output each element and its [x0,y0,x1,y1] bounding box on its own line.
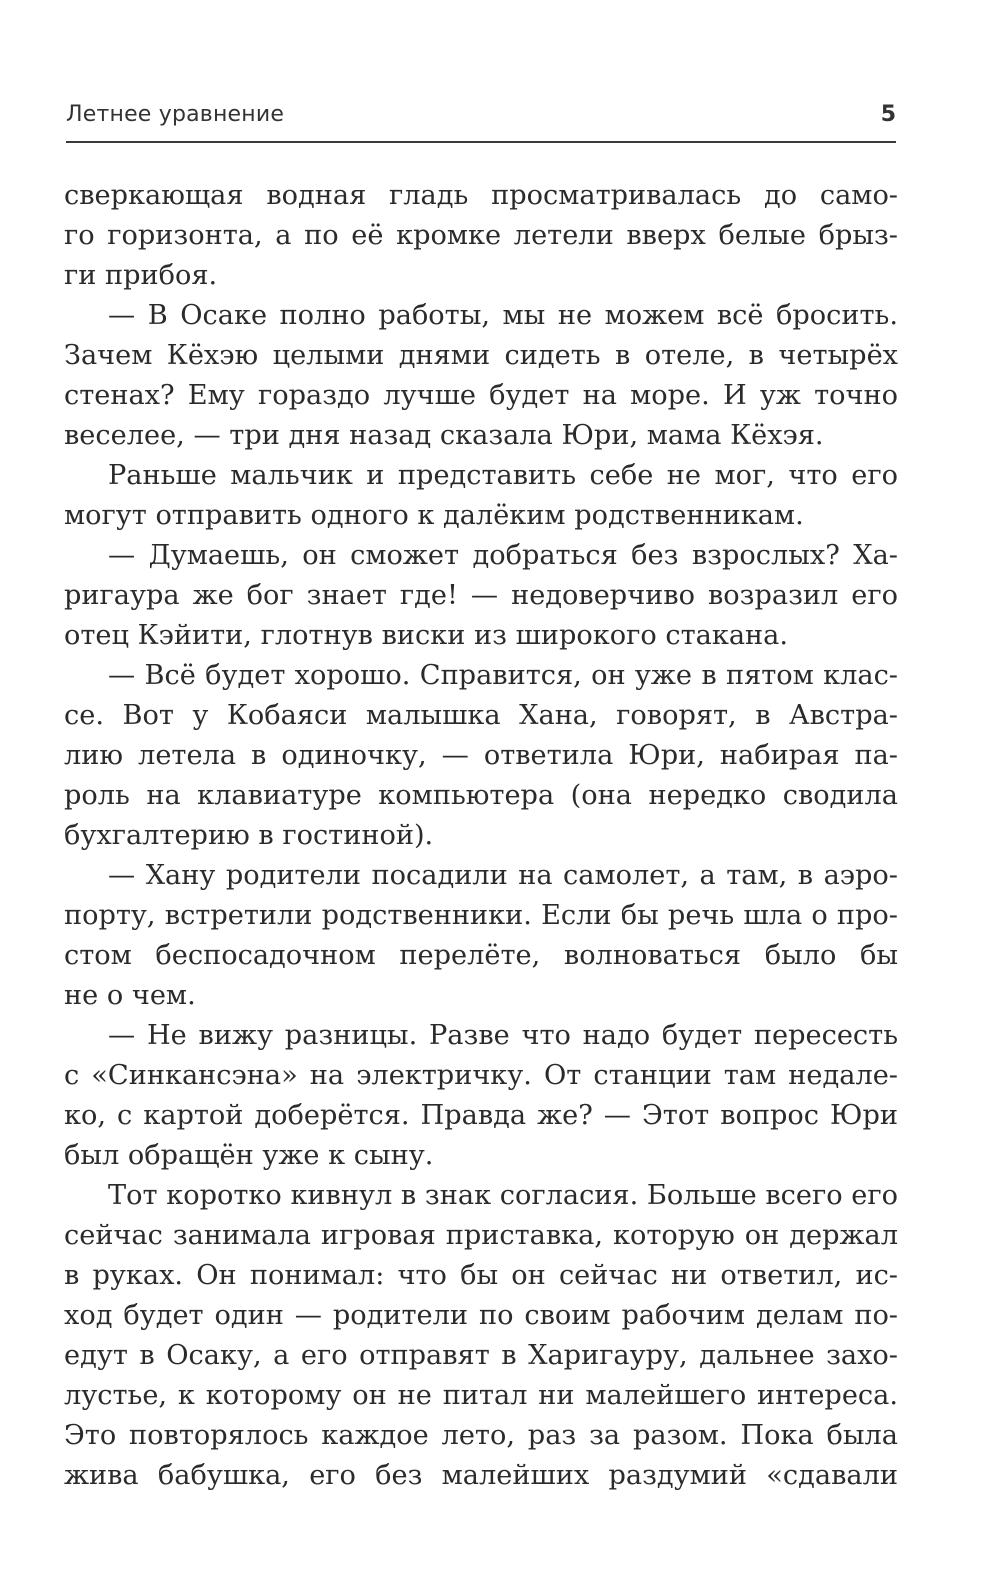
text-line: Раньше мальчик и представить себе не мог, что его [108,460,898,491]
text-line: стенах? Ему гораздо лучше будет на море. И уж точно [64,380,898,411]
text-line: ход будет один — родители по своим рабочим делам по- [64,1300,898,1331]
text-line: отец Кэйити, глотнув виски из широкого стакана. [64,620,788,651]
text-line: — Думаешь, он сможет добраться без взрослых? Ха- [108,540,898,571]
text-line: ги прибоя. [64,260,218,291]
text-line: с «Синкансэна» на электричку. От станции там недале- [64,1060,898,1091]
text-line: — В Осаке полно работы, мы не можем всё бросить. [108,300,898,331]
text-line: порту, встретили родственники. Если бы речь шла о про- [64,900,898,931]
running-header [66,100,896,134]
running-title: Летнее уравнение [66,102,285,127]
body-text [64,176,898,1496]
text-line: бухгалтерию в гостиной). [64,820,434,851]
text-line: го горизонта, а по её кромке летели вверх белые брыз- [64,220,898,251]
text-line: — Всё будет хорошо. Справится, он уже в пятом клас- [108,660,898,691]
text-line: Это повторялось каждое лето, раз за разом. Пока была [64,1420,898,1451]
text-line: жива бабушка, его без малейших раздумий «сдавали [64,1460,898,1491]
text-line: в руках. Он понимал: что бы он сейчас ни ответил, ис- [64,1260,898,1291]
text-line: Тот коротко кивнул в знак согласия. Больше всего его [108,1180,898,1211]
text-line: — Не вижу разницы. Разве что надо будет пересесть [108,1020,898,1051]
page-number: 5 [880,102,896,127]
text-line: стом беспосадочном перелёте, волноваться было бы [64,940,898,971]
text-line: сейчас занимала игровая приставка, которую он держал [64,1220,898,1251]
text-line: был обращён уже к сыну. [64,1140,434,1171]
text-line: не о чем. [64,980,196,1011]
text-line: едут в Осаку, а его отправят в Харигауру, дальнее захо- [64,1340,898,1371]
text-line: лию летела в одиночку, — ответила Юри, набирая па- [64,740,898,771]
text-line: могут отправить одного к далёким родственникам. [64,500,804,531]
text-line: сверкающая водная гладь просматривалась до само- [64,180,898,211]
text-line: се. Вот у Кобаяси малышка Хана, говорят, в Австра- [64,700,898,731]
text-line: ко, с картой доберётся. Правда же? — Этот вопрос Юри [64,1100,898,1131]
text-line: лустье, к которому он не питал ни малейшего интереса. [64,1380,898,1411]
header-rule [66,141,896,143]
text-line: — Хану родители посадили на самолет, а там, в аэро- [108,860,898,891]
text-line: роль на клавиатуре компьютера (она нередко сводила [64,780,898,811]
text-line: веселее, — три дня назад сказала Юри, мама Кёхэя. [64,420,824,451]
text-line: Зачем Кёхэю целыми днями сидеть в отеле, в четырёх [64,340,898,371]
text-line: ригаура же бог знает где! — недоверчиво возразил его [64,580,898,611]
